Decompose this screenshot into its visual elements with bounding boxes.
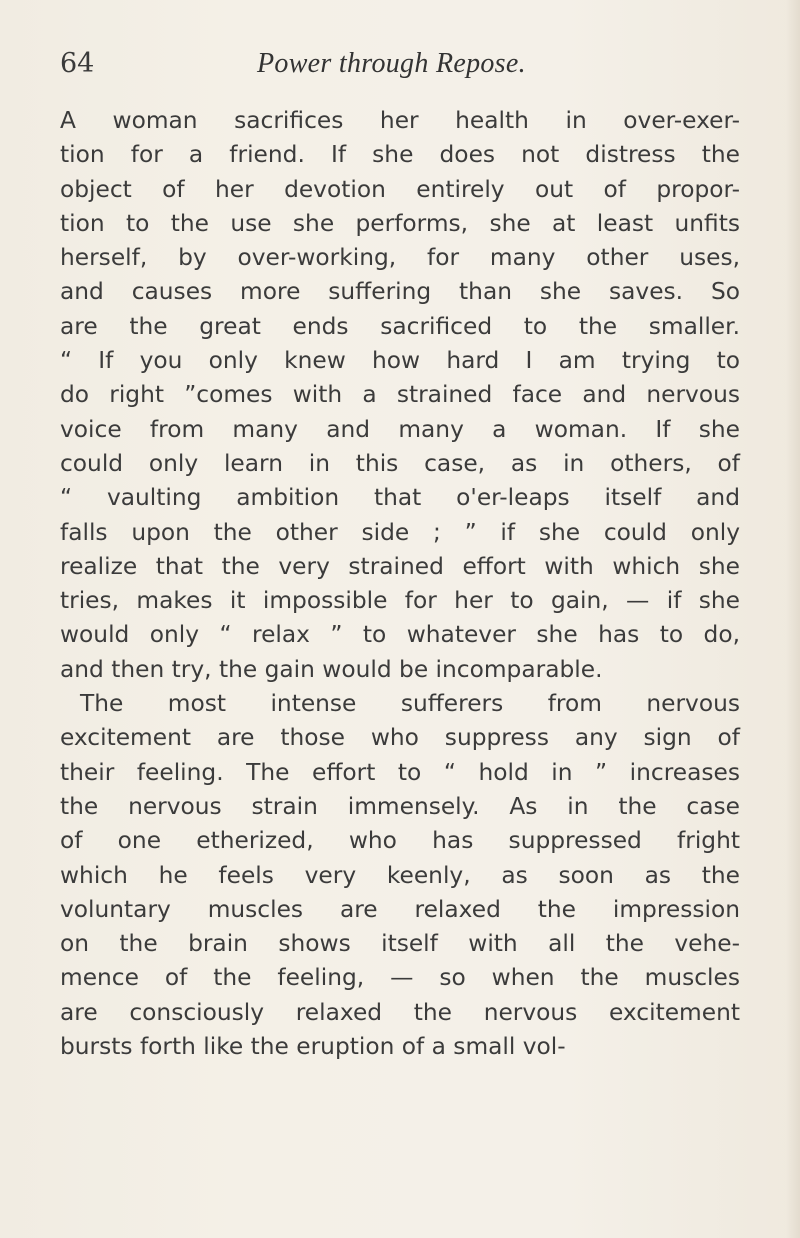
text-line: herself, by over-working, for many other uses,	[60, 244, 740, 272]
text-line: bursts forth like the eruption of a small vol-	[60, 1033, 566, 1061]
text-line: “ vaulting ambition that o'er-leaps itself and	[60, 484, 740, 512]
text-line: A woman sacrifices her health in over-exer-	[60, 107, 740, 134]
text-line: and causes more suffering than she saves. So	[60, 278, 740, 306]
text-line: are consciously relaxed the nervous excitement	[60, 998, 740, 1026]
text-line: are the great ends sacrificed to the smaller.	[60, 312, 740, 340]
text-line: voice from many and many a woman. If she	[60, 415, 740, 443]
page-header	[60, 48, 740, 88]
text-line: “ If you only knew how hard I am trying to	[60, 347, 740, 375]
text-line: their feeling. The effort to “ hold in ” increases	[60, 758, 740, 786]
paragraph-2	[60, 687, 740, 1064]
paragraph-1	[60, 104, 740, 687]
text-line: tries, makes it impossible for her to gain, — if she	[60, 587, 740, 615]
text-line: of one etherized, who has suppressed fright	[60, 827, 740, 855]
text-line: would only “ relax ” to whatever she has to do,	[60, 621, 740, 649]
text-line: tion to the use she performs, she at least unfits	[60, 209, 740, 237]
text-line: falls upon the other side ; ” if she could only	[60, 518, 740, 546]
text-line: on the brain shows itself with all the vehe-	[60, 930, 740, 958]
text-line: The most intense sufferers from nervous	[80, 690, 740, 718]
text-line: realize that the very strained effort with which she	[60, 552, 740, 580]
text-line: could only learn in this case, as in others, of	[60, 449, 740, 477]
text-line: the nervous strain immensely. As in the case	[60, 792, 740, 820]
text-line: excitement are those who suppress any sign of	[60, 724, 740, 752]
text-line: and then try, the gain would be incomparable.	[60, 655, 603, 683]
text-line: object of her devotion entirely out of propor-	[60, 175, 740, 203]
text-line: which he feels very keenly, as soon as the	[60, 861, 740, 889]
body-text	[60, 104, 740, 1064]
text-line: tion for a friend. If she does not distress the	[60, 141, 740, 169]
page-edge-shadow	[786, 0, 800, 1238]
text-line: do right ”comes with a strained face and nervous	[60, 381, 740, 409]
page-number: 64	[60, 48, 95, 79]
text-line: mence of the feeling, — so when the muscles	[60, 964, 740, 992]
running-head: Power through Repose.	[257, 48, 526, 79]
text-line: voluntary muscles are relaxed the impression	[60, 895, 740, 923]
